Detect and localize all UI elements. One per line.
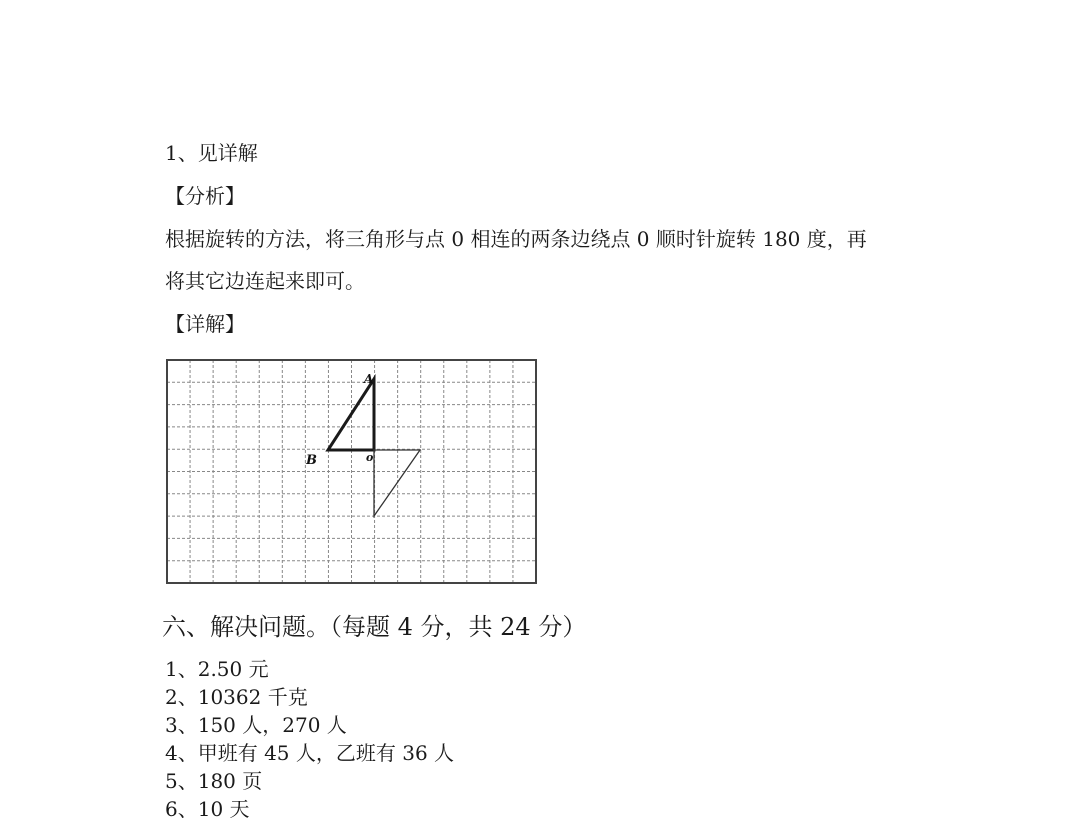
answer-item-5: 5、180 页	[165, 769, 263, 793]
rotated-triangle	[374, 450, 420, 516]
analysis-text-line-2: 将其它边连起来即可。	[165, 269, 365, 293]
analysis-label: 【分析】	[165, 184, 245, 208]
answer-item-3: 3、150 人，270 人	[165, 713, 347, 737]
section-6-title: 六、解决问题。（每题 4 分，共 24 分）	[162, 613, 587, 641]
grid-lines	[167, 360, 536, 583]
original-triangle	[328, 379, 374, 450]
point-o-label: o	[366, 451, 374, 464]
answer-item-6: 6、10 天	[165, 797, 250, 821]
answer-1-heading: 1、见详解	[165, 141, 258, 165]
rotation-grid-figure	[166, 359, 538, 585]
answer-item-4: 4、甲班有 45 人，乙班有 36 人	[165, 741, 455, 765]
answer-item-2: 2、10362 千克	[165, 685, 308, 709]
point-a-label: A	[364, 372, 374, 386]
detail-label: 【详解】	[165, 312, 245, 336]
analysis-text-line-1: 根据旋转的方法，将三角形与点 0 相连的两条边绕点 0 顺时针旋转 180 度，再	[165, 227, 867, 251]
point-b-label: B	[306, 453, 317, 468]
answer-item-1: 1、2.50 元	[165, 657, 269, 681]
